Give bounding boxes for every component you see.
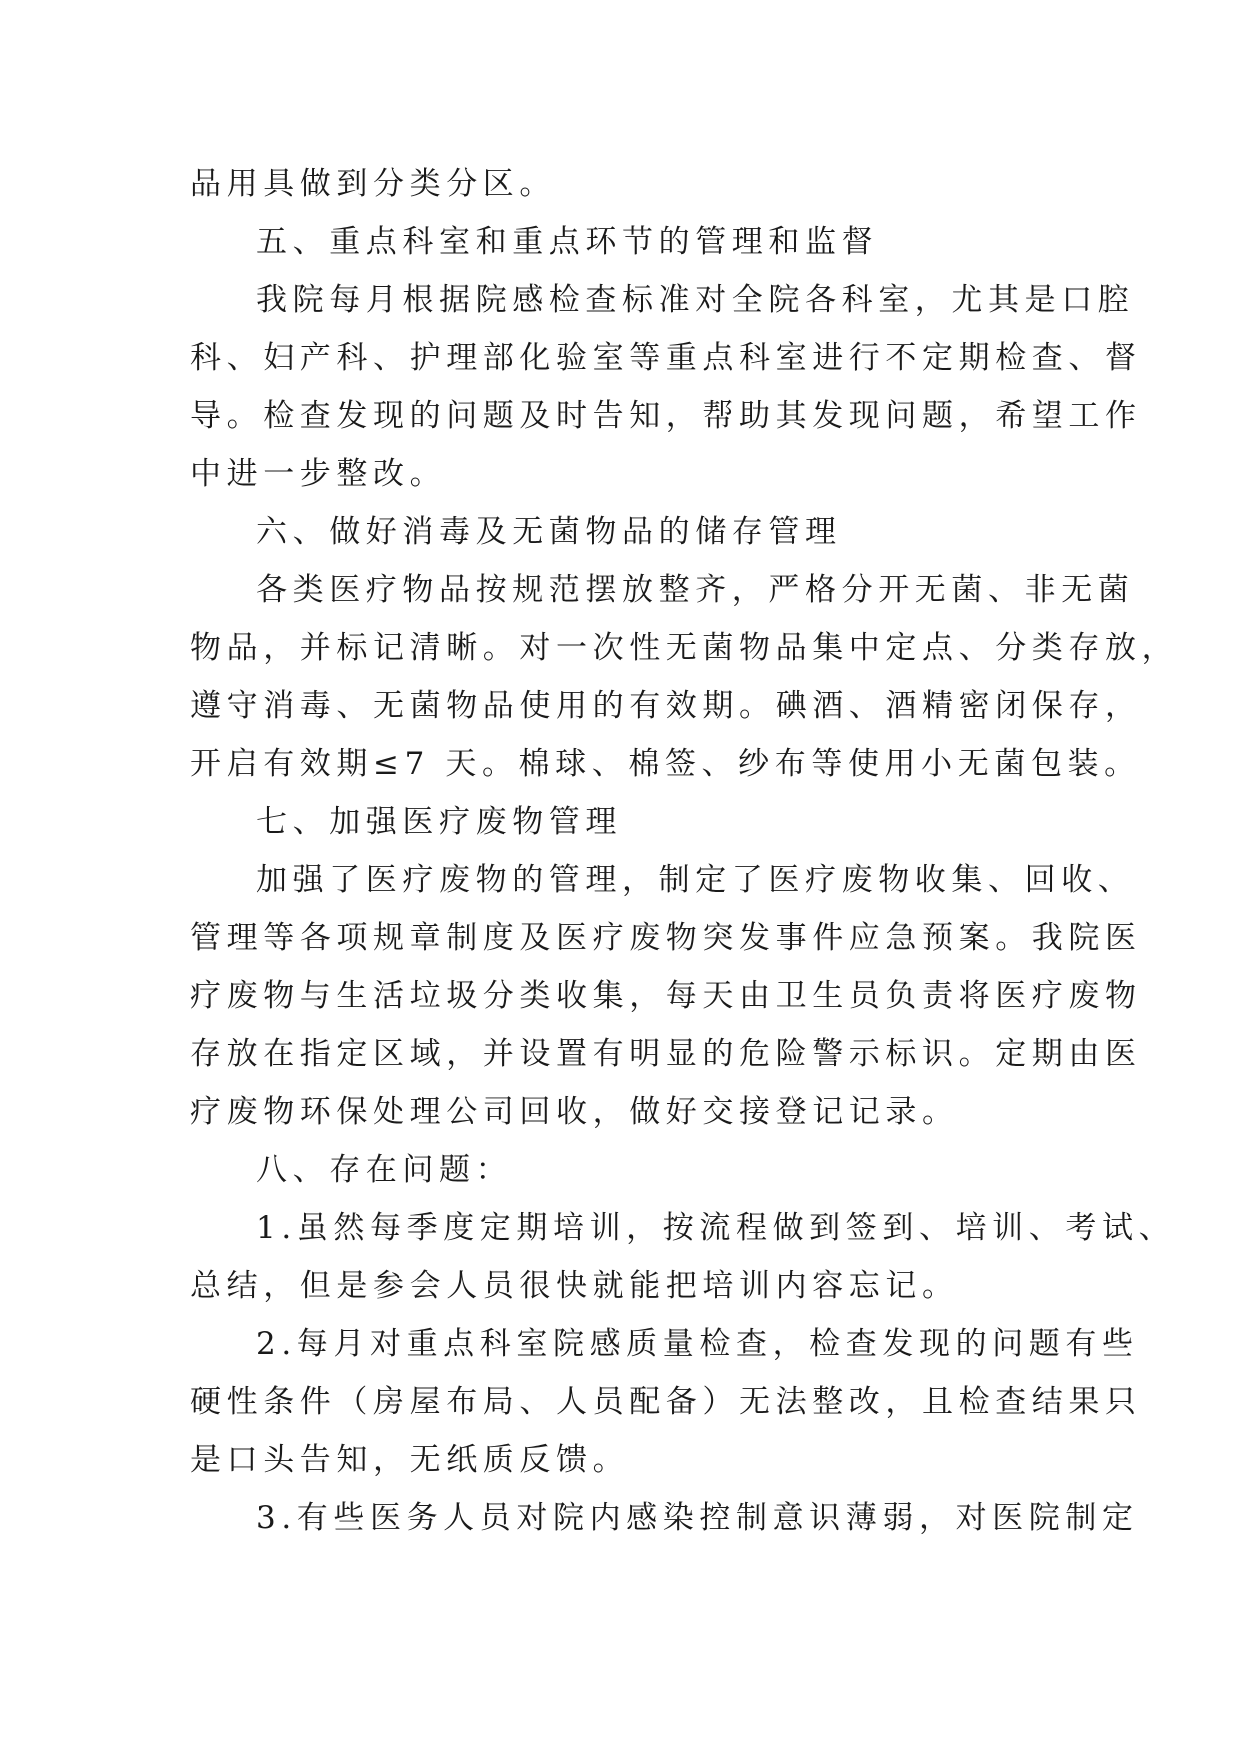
text-line: 品用具做到分类分区。 xyxy=(190,166,556,202)
text-line: 管理等各项规章制度及医疗废物突发事件应急预案。我院医 xyxy=(190,920,1142,956)
document-body xyxy=(190,155,1179,1547)
text-line: 加强了医疗废物的管理，制定了医疗废物收集、回收、 xyxy=(256,862,1135,898)
text-line: 物品，并标记清晰。对一次性无菌物品集中定点、分类存放， xyxy=(190,630,1179,666)
text-line: 2.每月对重点科室院感质量检查，检查发现的问题有些 xyxy=(256,1326,1139,1362)
text-line: 疗废物与生活垃圾分类收集，每天由卫生员负责将医疗废物 xyxy=(190,978,1142,1014)
text-line: 3.有些医务人员对院内感染控制意识薄弱，对医院制定 xyxy=(256,1500,1139,1536)
text-line: 各类医疗物品按规范摆放整齐，严格分开无菌、非无菌 xyxy=(256,572,1135,608)
text-line: 科、妇产科、护理部化验室等重点科室进行不定期检查、督 xyxy=(190,340,1142,376)
text-line: 导。检查发现的问题及时告知，帮助其发现问题，希望工作 xyxy=(190,398,1142,434)
text-line: 疗废物环保处理公司回收，做好交接登记记录。 xyxy=(190,1094,959,1130)
text-line: 1.虽然每季度定期培训，按流程做到签到、培训、考试、 xyxy=(256,1210,1176,1246)
text-line: 七、加强医疗废物管理 xyxy=(256,804,622,840)
text-line: 五、重点科室和重点环节的管理和监督 xyxy=(256,224,879,260)
text-line: 中进一步整改。 xyxy=(190,456,447,492)
text-line: 我院每月根据院感检查标准对全院各科室，尤其是口腔 xyxy=(256,282,1135,318)
text-line: 开启有效期≤7 天。棉球、棉签、纱布等使用小无菌包装。 xyxy=(190,746,1141,782)
text-line: 存放在指定区域，并设置有明显的危险警示标识。定期由医 xyxy=(190,1036,1142,1072)
text-line: 总结，但是参会人员很快就能把培训内容忘记。 xyxy=(190,1268,959,1304)
text-line: 遵守消毒、无菌物品使用的有效期。碘酒、酒精密闭保存， xyxy=(190,688,1142,724)
text-line: 是口头告知，无纸质反馈。 xyxy=(190,1442,630,1478)
text-line: 六、做好消毒及无菌物品的储存管理 xyxy=(256,514,842,550)
text-line: 八、存在问题： xyxy=(256,1152,513,1188)
text-line: 硬性条件（房屋布局、人员配备）无法整改，且检查结果只 xyxy=(190,1384,1142,1420)
